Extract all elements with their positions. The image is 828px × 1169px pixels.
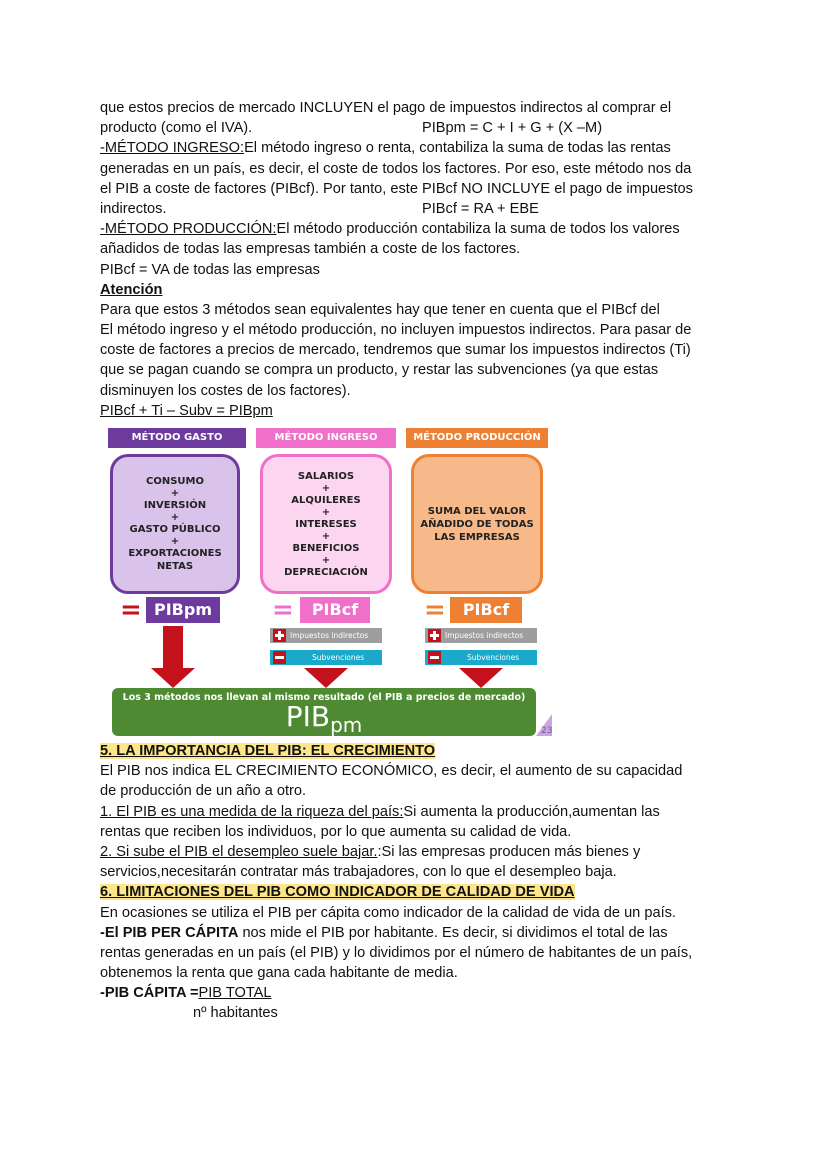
gasto-item: + (170, 512, 180, 523)
minus-icon (428, 651, 441, 664)
impuestos-label: Impuestos indirectos (290, 631, 369, 640)
text-line: que estos precios de mercado INCLUYEN el pago de impuestos indirectos al comprar el (100, 100, 672, 116)
gasto-item: GASTO PÚBLICO (129, 524, 221, 535)
ingreso-item: BENEFICIOS (292, 542, 360, 554)
text-line (100, 983, 730, 1003)
text-span: indirectos. (100, 200, 167, 217)
text-line (100, 219, 730, 239)
text-line: En ocasiones se utiliza el PIB per cápita como indicador de la calidad de vida de un país. (100, 904, 676, 921)
text-line (100, 118, 730, 138)
text-span: producto (como el IVA). (100, 120, 253, 137)
arrow-down-icon (151, 668, 195, 688)
formula-pibcf: PIBcf = RA + EBE (422, 200, 539, 217)
plus-icon (428, 629, 441, 642)
top-text-block (100, 98, 730, 421)
subvenciones-label: Subvenciones (467, 653, 520, 662)
result-banner (112, 688, 536, 736)
text-line (100, 199, 730, 219)
pib-capita-formula-label: -PIB CÁPITA = (100, 985, 199, 1002)
impuestos-indirectos-tag (270, 628, 382, 643)
text-line: servicios,necesitarán contratar más trabajadores, con lo que el desempleo baja. (100, 864, 617, 881)
text-line: PIBcf = VA de todas las empresas (100, 261, 320, 278)
text-line (100, 138, 730, 158)
equals-sign: = (272, 595, 294, 625)
gasto-item: INVERSIÓN (143, 500, 207, 511)
page-number: 23 (541, 726, 553, 736)
produccion-item: SUMA DEL VALOR (427, 505, 527, 517)
pib-per-capita-term: -El PIB PER CÁPITA (100, 924, 239, 941)
header-metodo-produccion: MÉTODO PRODUCCIÓN (406, 428, 548, 448)
text-line: el PIB a coste de factores (PIBcf). Por tanto, este PIBcf NO INCLUYE el pago de impuestos (100, 180, 693, 197)
equals-sign: = (424, 595, 446, 625)
text-line: disminuyen los costes de los factores). (100, 382, 351, 399)
point-1-heading: 1. El PIB es una medida de la riqueza del país: (100, 803, 404, 820)
heading-metodo-ingreso: -MÉTODO INGRESO: (100, 140, 245, 157)
banner-pm: pm (330, 713, 363, 737)
arrow-shaft (163, 626, 183, 670)
heading-section-6: 6. LIMITACIONES DEL PIB COMO INDICADOR DE CALIDAD DE VIDA (100, 884, 575, 901)
text-line: de producción de un año a otro. (100, 783, 307, 800)
arrow-down-icon (304, 668, 348, 688)
formula-equivalence: PIBcf + Ti – Subv = PIBpm (100, 402, 273, 419)
text-line: coste de factores a precios de mercado, tendremos que sumar los impuestos indirectos (Ti) (100, 342, 691, 359)
heading-section-5: 5. LA IMPORTANCIA DEL PIB: EL CRECIMIENTO (100, 743, 436, 759)
formula-denominator: nº habitantes (193, 1005, 278, 1022)
banner-pib: PIB (285, 700, 331, 733)
heading-metodo-produccion: -MÉTODO PRODUCCIÓN: (100, 221, 277, 238)
pib-methods-diagram (108, 428, 556, 738)
text-span: El método ingreso o renta, contabiliza la suma de todas las rentas (244, 140, 671, 157)
produccion-item: LAS EMPRESAS (434, 531, 520, 543)
plus-icon (273, 629, 286, 642)
text-span: nos mide el PIB por habitante. Es decir, si dividimos el total de las (238, 924, 668, 941)
text-line (100, 802, 730, 822)
equals-sign: = (120, 595, 142, 625)
text-span: Si aumenta la producción,aumentan las (403, 803, 660, 820)
bottom-text-block (100, 741, 730, 1024)
text-line: rentas que reciben los individuos, por lo que aumenta su calidad de vida. (100, 823, 572, 840)
ingreso-item: + (321, 506, 331, 518)
formula-numerator: PIB TOTAL (198, 985, 272, 1002)
ingreso-item: DEPRECIACIÓN (284, 566, 368, 578)
text-line: añadidos de todas las empresas también a coste de los factores. (100, 241, 521, 258)
text-line: rentas generadas en un país (el PIB) y lo dividimos por el número de habitantes de un país, (100, 944, 693, 961)
text-span: :Si las empresas producen más bienes y (377, 843, 641, 860)
box-metodo-produccion (411, 454, 543, 594)
text-line: generadas en un país, es decir, el coste de todos los factores. Por eso, este método nos da (100, 160, 692, 177)
text-line: obtenemos la renta que gana cada habitante de media. (100, 965, 458, 982)
impuestos-indirectos-tag (425, 628, 537, 643)
text-line: que se pagan cuando se compra un producto, y restar las subvenciones (ya que estas (100, 362, 659, 379)
impuestos-label: Impuestos indirectos (445, 631, 524, 640)
subvenciones-tag (425, 650, 537, 665)
result-pibcf-produccion: PIBcf (450, 597, 522, 623)
ingreso-item: + (321, 530, 331, 542)
ingreso-item: ALQUILERES (291, 494, 361, 506)
gasto-item: + (170, 536, 180, 547)
point-2-heading: 2. Si sube el PIB el desempleo suele bajar. (100, 843, 378, 860)
subvenciones-label: Subvenciones (312, 653, 365, 662)
subvenciones-tag (270, 650, 382, 665)
ingreso-item: + (321, 554, 331, 566)
formula-pibpm: PIBpm = C + I + G + (X –M) (422, 120, 603, 137)
header-metodo-gasto: MÉTODO GASTO (108, 428, 246, 448)
text-line (100, 741, 730, 761)
text-line: El PIB nos indica EL CRECIMIENTO ECONÓMICO, es decir, el aumento de su capacidad (100, 763, 683, 780)
box-metodo-ingreso (260, 454, 392, 594)
box-metodo-gasto (110, 454, 240, 594)
banner-text: Los 3 métodos nos llevan al mismo resultado (el PIB a precios de mercado) (122, 692, 526, 703)
gasto-item: NETAS (156, 561, 194, 572)
text-line: Para que estos 3 métodos sean equivalentes hay que tener en cuenta que el PIBcf del (100, 301, 660, 318)
gasto-item: EXPORTACIONES (128, 548, 222, 559)
arrow-down-icon (459, 668, 503, 688)
text-line (100, 842, 730, 862)
ingreso-item: SALARIOS (297, 470, 355, 482)
banner-pibpm (112, 700, 536, 738)
gasto-item: + (170, 488, 180, 499)
text-line: El método ingreso y el método producción, no incluyen impuestos indirectos. Para pasar de (100, 322, 692, 339)
header-metodo-ingreso: MÉTODO INGRESO (256, 428, 396, 448)
gasto-item: CONSUMO (146, 476, 204, 487)
text-span: El método producción contabiliza la suma de todos los valores (276, 221, 680, 238)
result-pibpm: PIBpm (146, 597, 220, 623)
minus-icon (273, 651, 286, 664)
result-pibcf-ingreso: PIBcf (300, 597, 370, 623)
text-line (100, 882, 730, 902)
produccion-item: AÑADIDO DE TODAS (420, 518, 534, 530)
ingreso-item: + (321, 482, 331, 494)
text-line (100, 923, 730, 943)
ingreso-item: INTERESES (295, 518, 357, 530)
heading-atencion: Atención (100, 281, 163, 298)
